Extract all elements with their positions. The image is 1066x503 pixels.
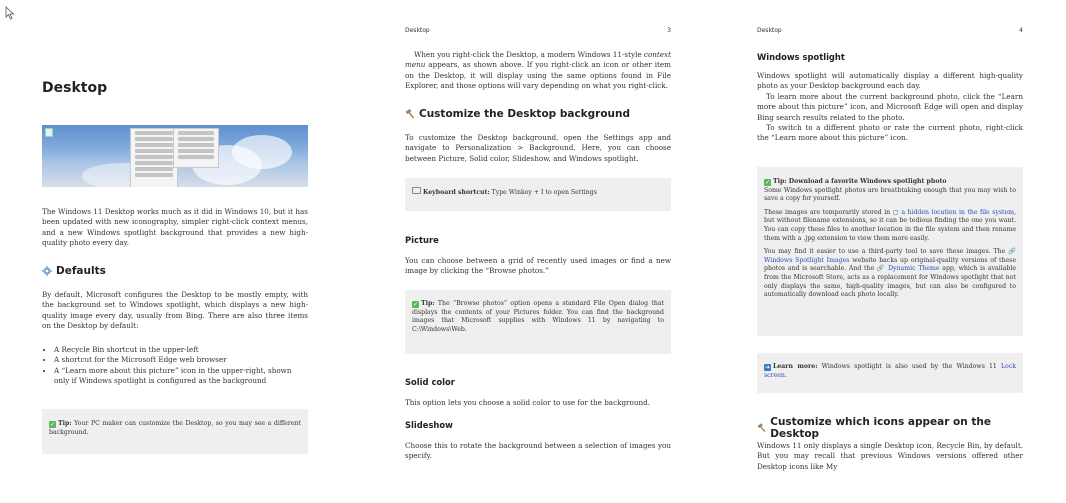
spotlight-paragraph-3: To switch to a different photo or rate the current photo, right-click the “Learn more about this picture” icon. — [757, 123, 1023, 143]
page-number: 3 — [667, 27, 671, 34]
list-item: • A Recycle Bin shortcut in the upper-left — [54, 345, 308, 355]
check-icon: ✓ — [412, 301, 419, 308]
dynamic-theme-link[interactable]: 🔗 Dynamic Theme — [876, 265, 940, 273]
list-item: • A “Learn more about this picture” icon in the upper-right, shown only if Windows spotlight is configured as the background — [54, 366, 308, 387]
recycle-bin-icon — [45, 128, 53, 137]
page-number: 4 — [1019, 27, 1023, 34]
windows-spotlight-heading: Windows spotlight — [757, 52, 845, 62]
picture-heading: Picture — [405, 235, 439, 245]
solid-color-heading: Solid color — [405, 377, 455, 387]
check-icon: ✓ — [49, 421, 56, 428]
tip-callout: ✓ Tip: Your PC maker can customize the Desktop, so you may see a different background. — [42, 409, 308, 454]
background-paragraph: To customize the Desktop background, open the Settings app and navigate to Personalization > Background. Here, you can choose between Picture, Solid color, Slideshow, and Windows spotlight. — [405, 133, 671, 163]
arrow-right-icon: ➜ — [764, 364, 771, 371]
hammer-icon — [757, 423, 766, 433]
mouse-pointer-icon — [5, 6, 15, 20]
context-submenu — [173, 128, 219, 168]
slideshow-paragraph: Choose this to rotate the background between a selection of images you specify. — [405, 441, 671, 461]
context-menu — [130, 128, 178, 187]
gear-icon — [42, 266, 52, 276]
learn-more-callout: ➜ Learn more: Windows spotlight is also used by the Windows 11 Lock screen. — [757, 353, 1023, 393]
defaults-heading: Defaults — [42, 265, 308, 277]
page-title: Desktop — [42, 80, 108, 96]
hammer-icon — [405, 109, 415, 119]
spotlight-tip-callout: ✓ Tip: Download a favorite Windows spotlight photo Some Windows spotlight photos are breathtaking enough that you may wish to save a copy for yourself. These images are temporarily stored in ▢ a hidden location in the file system, but without filename extensions, so it can be tedious finding the one you want. You can copy these files to another location in the file system and then rename them with a .jpg extension to view them more easily. You may find it easier to use a third-party tool to save these images. The 🔗 Windows Spotlight Images website backs up original-quality versions of these photos and is searchable. And the 🔗 Dynamic Theme app, which is available from the Microsoft Store, acts as a replacement for Windows spotlight that not only displays the same, high-quality images, but can also be configured to automatically download each photo locally. — [757, 167, 1023, 336]
icons-paragraph: Windows 11 only displays a single Desktop icon, Recycle Bin, by default. But you may recall that previous Windows versions offered other Desktop icons like My — [757, 441, 1023, 471]
lock-screen-link[interactable]: Lock screen. — [764, 363, 1017, 379]
page-4 — [757, 0, 1023, 503]
hidden-location-link[interactable]: ▢ a hidden location in the file system — [892, 208, 1015, 216]
picture-paragraph: You can choose between a grid of recently used images or find a new image by clicking the “Browse photos.” — [405, 256, 671, 276]
tip-callout: ✓ Tip: The “Browse photos” option opens a standard File Open dialog that displays the contents of your Pictures folder. You can find the background images that Microsoft supplies with Windows 11 by navigating to C:\Windows\Web. — [405, 290, 671, 354]
context-menu-paragraph: When you right-click the Desktop, a modern Windows 11-style context menu appears, as shown above. If you right-click an icon or other item on the Desktop, it will display using the same options found in File Explorer, and those options will vary depending on what you right-click. — [405, 50, 671, 91]
check-icon: ✓ — [764, 179, 771, 186]
running-header — [757, 27, 1023, 37]
solid-color-paragraph: This option lets you choose a solid color to use for the background. — [405, 398, 650, 407]
desktop-screenshot — [42, 125, 308, 187]
list-item: • A shortcut for the Microsoft Edge web browser — [54, 355, 308, 365]
defaults-list — [42, 345, 308, 387]
customize-icons-heading: Customize which icons appear on the Desktop — [757, 416, 1023, 440]
running-head: Desktop — [757, 27, 782, 34]
spotlight-paragraph-1: Windows spotlight will automatically display a different high-quality photo as your Desktop background each day. — [757, 71, 1023, 91]
intro-paragraph: The Windows 11 Desktop works much as it did in Windows 10, but it has been updated with new iconography, simpler right-click context menus, and a new Windows spotlight background that provides a new high-quality photo every day. — [42, 207, 308, 248]
running-head: Desktop — [405, 27, 430, 34]
defaults-paragraph: By default, Microsoft configures the Desktop to be mostly empty, with the background set to Windows spotlight, which displays a new high-quality image every day, usually from Bing. There are also three items on the Desktop by default: — [42, 290, 308, 331]
page-1 — [42, 0, 308, 503]
spotlight-images-link[interactable]: 🔗 Windows Spotlight Images — [764, 248, 1016, 264]
running-header — [405, 27, 671, 37]
keyboard-shortcut-callout: Keyboard shortcut: Type Winkey + I to open Settings — [405, 178, 671, 211]
slideshow-heading: Slideshow — [405, 420, 453, 430]
page-3 — [405, 0, 671, 503]
customize-background-heading: Customize the Desktop background — [405, 108, 671, 120]
spotlight-paragraph-2: To learn more about the current background photo, click the “Learn more about this picture” icon, and Microsoft Edge will open and display Bing search results related to the photo. — [757, 91, 1023, 122]
keyboard-icon — [412, 187, 421, 194]
